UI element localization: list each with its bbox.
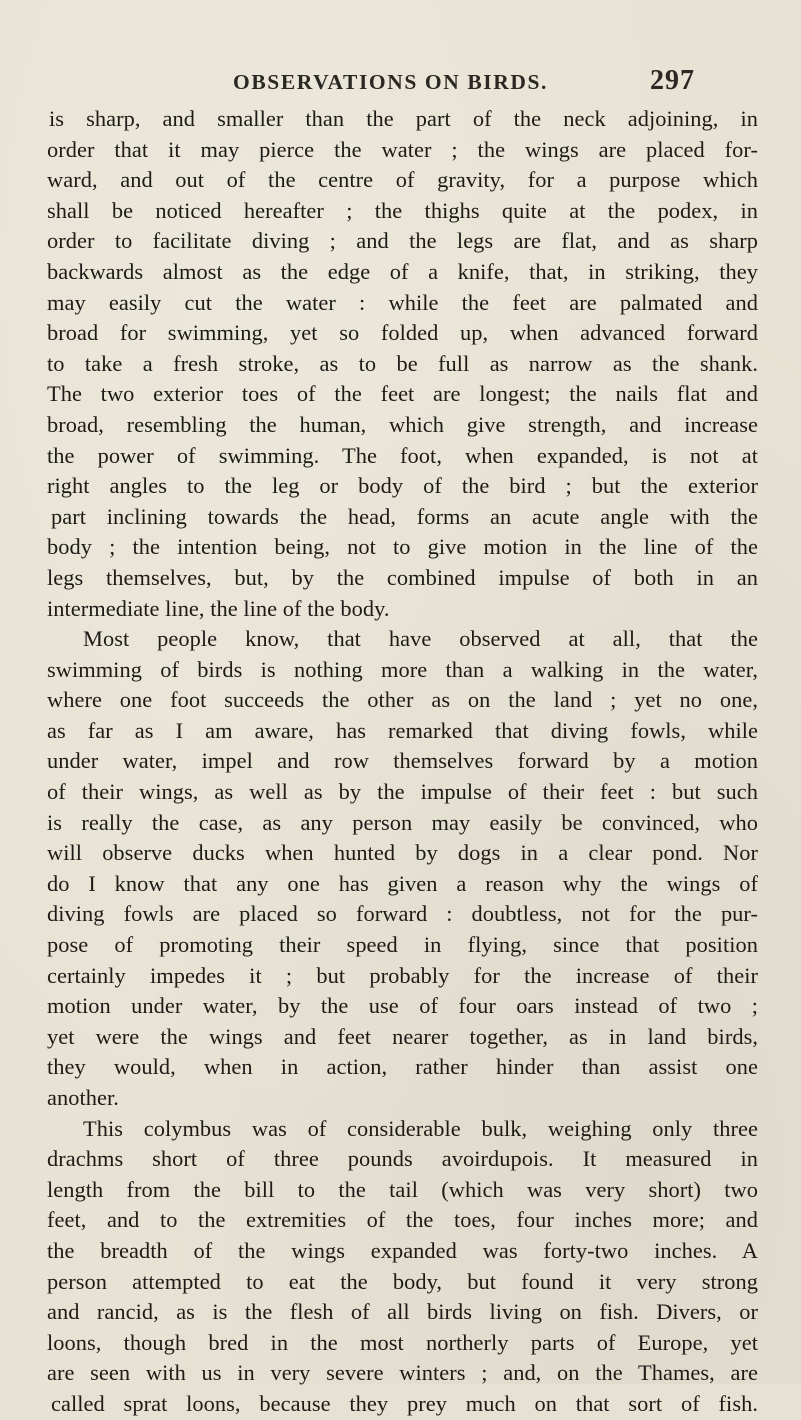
text-line: certainly impedes it ; but probably for the increase of their — [47, 962, 758, 988]
text-line: feet, and to the extremities of the toes, four inches more; and — [47, 1207, 758, 1233]
text-line: of their wings, as well as by the impulse of their feet : but such — [47, 779, 758, 805]
text-line: The two exterior toes of the feet are longest; the nails flat and — [47, 381, 758, 407]
text-line: order that it may pierce the water ; the wings are placed for- — [47, 136, 758, 162]
text-line: is really the case, as any person may easily be convinced, who — [47, 809, 758, 835]
paragraph-start-line: This colymbus was of considerable bulk, weighing only three — [83, 1115, 758, 1141]
text-line: the breadth of the wings expanded was forty-two inches. A — [47, 1237, 758, 1263]
text-line: body ; the intention being, not to give motion in the line of the — [47, 534, 758, 560]
text-line: right angles to the leg or body of the bird ; but the exterior — [47, 473, 758, 499]
text-line: ward, and out of the centre of gravity, for a purpose which — [47, 167, 758, 193]
text-line: called sprat loons, because they prey much on that sort of fish. — [51, 1390, 758, 1416]
text-line: pose of promoting their speed in flying, since that position — [47, 932, 758, 958]
running-title: OBSERVATIONS ON BIRDS. — [233, 70, 549, 94]
text-line: loons, though bred in the most northerly parts of Europe, yet — [47, 1329, 758, 1355]
paragraph-start-line: Most people know, that have observed at all, that the — [83, 626, 758, 652]
text-line: part inclining towards the head, forms an acute angle with the — [51, 503, 758, 529]
text-line: drachms short of three pounds avoirdupois. It measured in — [47, 1146, 758, 1172]
text-line: broad for swimming, yet so folded up, when advanced forward — [47, 320, 758, 346]
text-line: legs themselves, but, by the combined impulse of both in an — [47, 564, 758, 590]
text-line: person attempted to eat the body, but found it very strong — [47, 1268, 758, 1294]
body-text — [47, 104, 758, 1420]
text-line: length from the bill to the tail (which was very short) two — [47, 1176, 758, 1202]
text-line: motion under water, by the use of four oars instead of two ; — [47, 993, 758, 1019]
text-line: the power of swimming. The foot, when expanded, is not at — [47, 442, 758, 468]
text-line: swimming of birds is nothing more than a walking in the water, — [47, 656, 758, 682]
text-line: will observe ducks when hunted by dogs in a clear pond. Nor — [47, 840, 758, 866]
text-line: as far as I am aware, has remarked that diving fowls, while — [47, 717, 758, 743]
text-line: to take a fresh stroke, as to be full as narrow as the shank. — [47, 350, 758, 376]
text-line: and rancid, as is the flesh of all birds living on fish. Divers, or — [47, 1299, 758, 1325]
text-line: may easily cut the water : while the feet are palmated and — [47, 289, 758, 315]
text-line: backwards almost as the edge of a knife, that, in striking, they — [47, 258, 758, 284]
text-line: broad, resembling the human, which give strength, and increase — [47, 411, 758, 437]
text-line: shall be noticed hereafter ; the thighs quite at the podex, in — [47, 197, 758, 223]
text-line: yet were the wings and feet nearer together, as in land birds, — [47, 1023, 758, 1049]
page-number: 297 — [650, 65, 695, 96]
running-head — [0, 65, 801, 104]
text-line: under water, impel and row themselves forward by a motion — [47, 748, 758, 774]
text-line: is sharp, and smaller than the part of the neck adjoining, in — [49, 106, 758, 131]
text-line: they would, when in action, rather hinder than assist one — [47, 1054, 758, 1080]
text-line: do I know that any one has given a reason why the wings of — [47, 870, 758, 896]
text-line: are seen with us in very severe winters ; and, on the Thames, are — [47, 1360, 758, 1386]
text-line: intermediate line, the line of the body. — [47, 595, 390, 621]
text-line: another. — [47, 1085, 119, 1110]
text-line: order to facilitate diving ; and the legs are flat, and as sharp — [47, 228, 758, 254]
text-line: diving fowls are placed so forward : doubtless, not for the pur- — [47, 901, 758, 927]
text-line: where one foot succeeds the other as on the land ; yet no one, — [47, 687, 758, 713]
